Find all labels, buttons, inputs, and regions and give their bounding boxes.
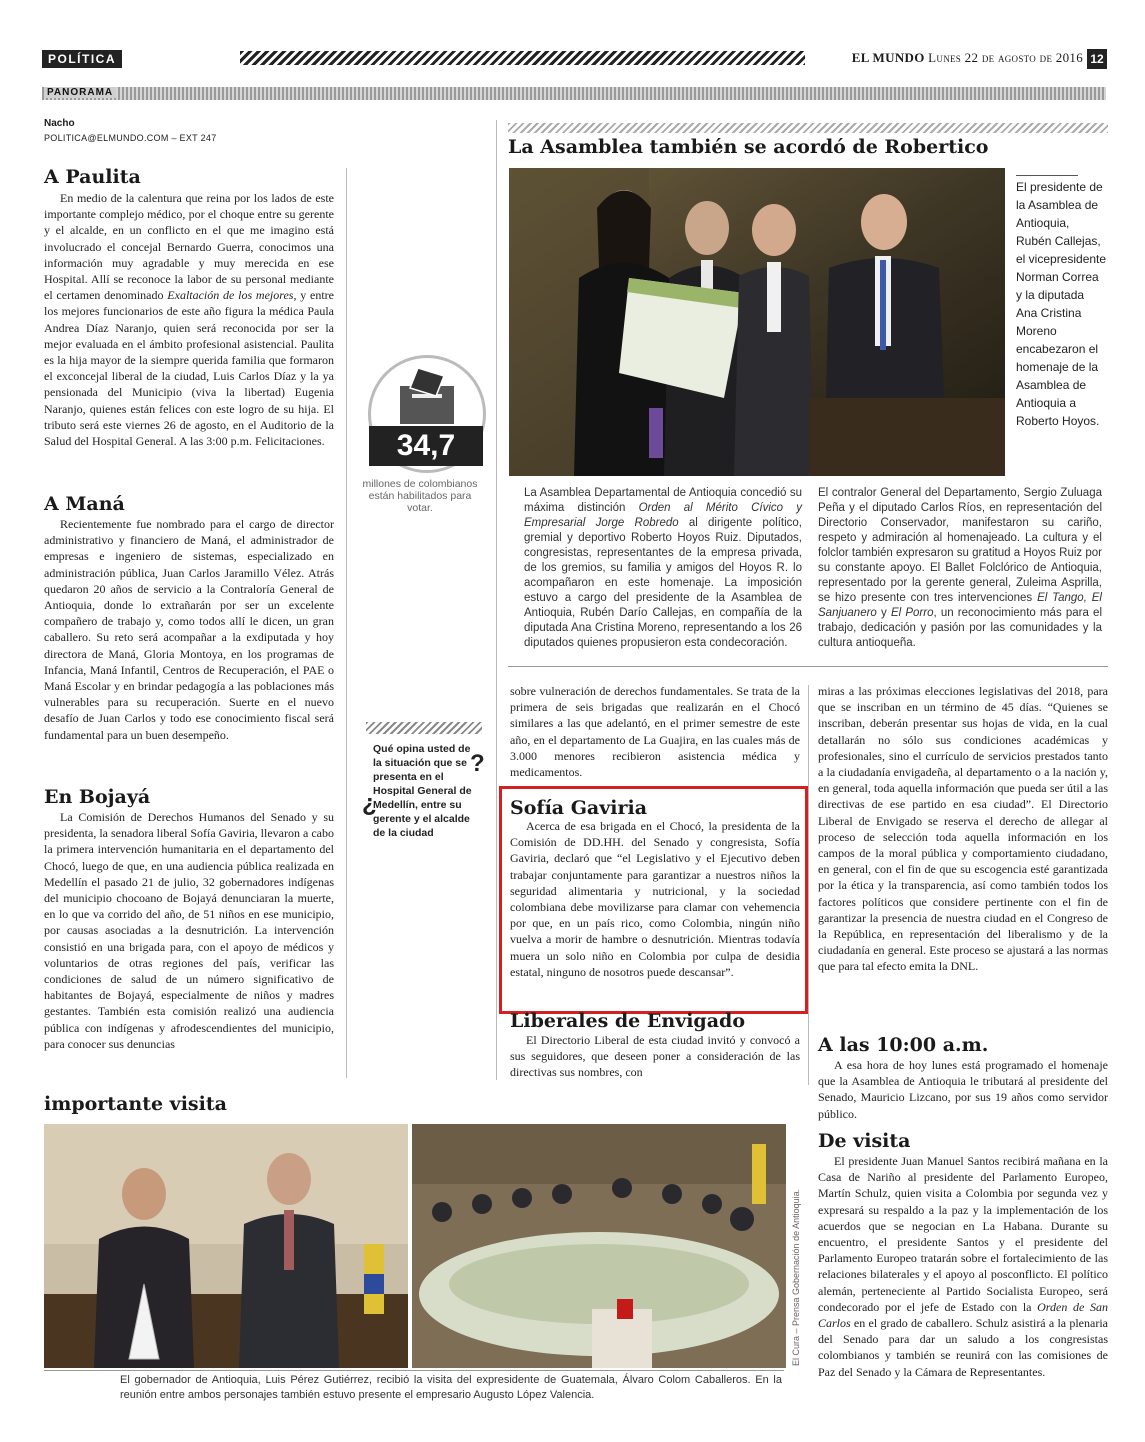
poll-hatch (366, 722, 482, 734)
section-tag: POLÍTICA (42, 50, 122, 68)
photo-credit: El Cura – Prensa Gobernación de Antioquia. (791, 1188, 801, 1366)
header-hatch (240, 51, 805, 65)
robertico-title: La Asamblea también se acordó de Robertico (508, 136, 989, 158)
poll-question: Qué opina usted de la situación que se presenta en el Hospital General de Medellín, entre su gerente y el alcalde de la ciudad (373, 743, 472, 839)
paulita-body (44, 190, 334, 449)
visita-title: De visita (818, 1130, 911, 1152)
robertico-side-caption: El presidente de la Asamblea de Antioquia, Rubén Callejas, el vicepresidente Norman Correa y la diputada Ana Cristina Moreno encabezaron el homenaje de la Asamblea de Antioquia a Roberto Hoyos. (1016, 180, 1107, 428)
importante-photo-left (44, 1124, 408, 1368)
visita-body-italic: Orden de San Carlos (818, 1299, 1108, 1331)
sofia-title: Sofía Gaviria (510, 797, 648, 819)
column-rule (496, 120, 497, 1080)
diez-body: A esa hora de hoy lunes está programado el homenaje que la Asamblea de Antioquia le tributará al presidente del Senado, Mauricio Lizcano, por sus 19 años como servidor público. (818, 1058, 1108, 1121)
masthead (852, 50, 1083, 66)
robertico-col2-italic2: El Porro (890, 607, 934, 619)
importante-caption-rule (44, 1370, 784, 1371)
caption-divider (508, 666, 1108, 667)
panorama-bar (42, 87, 1106, 100)
column-rule (346, 168, 347, 1078)
envigado-body: El Directorio Liberal de esta ciudad invitó y convocó a sus seguidores, que deseen poner a consideración de las directivas sus nombres, con (510, 1033, 800, 1080)
visita-body-b: en el grado de caballero. Schulz asistirá a la plenaria del Senado para dar un saludo a los congresistas colombianos y también se reunirá con las comisiones de Paz del Senado y la Cámara de Representantes. (818, 1316, 1108, 1379)
robertico-col1-italic: Orden al Mérito Cívico y Empresarial Jorge Robredo (524, 502, 802, 529)
robertico-col2-a: El contralor General del Departamento, Sergio Zuluaga Peña y el diputado Carlos Ríos, en representación del Directorio Conservador, manifestaron su cariño, respeto y admiración al homenajeado. La cultura y el folclor también expresaron su gratitud a Hoyos Ruiz por su constante apoyo. El Ballet Folclórico de Antioquia, representado por la gerente general, Zuleima Asprilla, se hizo presente con tres intervenciones (818, 487, 1102, 604)
stat-caption: millones de colombianos están habilitados para votar. (362, 478, 478, 514)
robertico-hatch (508, 123, 1108, 133)
mana-title: A Maná (44, 493, 125, 515)
side-caption-rule (1016, 175, 1078, 176)
robertico-caption-col1 (524, 486, 802, 651)
mana-body: Recientemente fue nombrado para el cargo de director administrativo y financiero de Maná, el administrador de empresas e ingeniero de sistemas, especializado en administración pública, Juan Carlos Jaramillo Vélez. Atrás quedaron 20 años de servicio a la Contraloría General de Antioquia, donde lo extrañarán por ser un excelente compañero de trabajo y, como todos allí le dicen, un gran caballero. Su reto será acompañar a la exdiputada y hoy directora de Maná, Gloria Montoya, en los programas de Infancia, Maná Infantil, Centros de Recuperación, el PAE o Maná Escolar y en brindar pedagogía a las poblaciones más vulnerables para su recuperación. Suerte en el nuevo desafío de Juan Carlos y todo ese conocimiento fiscal será fundamental para un buen desempeño. (44, 517, 334, 742)
robertico-col1-b: al dirigente político, gremial y deportivo Roberto Hoyos Ruiz. Diputados, congresistas, representantes de la empresa privada, de los gremios, su familia y amigos del Hoyos R. lo acompañaron en este homenaje. La imposición estuvo a cargo del presidente de la Asamblea de Antioquia, Rubén Darío Callejas, en compañía de la diputada Ana Cristina Moreno, representando a los 26 diputados quienes propusieron esta condecoración. (524, 517, 802, 649)
paulita-body-1: En medio de la calentura que reina por los lados de este importante complejo médico, por el choque entre su gerente y el alcalde, en un conflicto en el que me imagino está involucrado el concejal Bernardo Guerra, conocimos una información muy agradable y muy merecida en ese Hospital. Allí se reconoce la labor de su personal mediante el certamen denominado (44, 191, 334, 303)
robertico-col2-b: y (876, 607, 891, 619)
robertico-caption-col2 (818, 486, 1102, 651)
diez-title: A las 10:00 a.m. (818, 1034, 989, 1056)
paulita-body-italic: Exaltación de los mejores, (167, 288, 297, 303)
stat-value: 34,7 (369, 426, 483, 466)
visita-body-a: El presidente Juan Manuel Santos recibirá mañana en la Casa de Nariño al presidente del Parlamento Europeo, Martín Schulz, quien visita a Colombia por segunda vez y expresará su respaldo a la paz y la implementación de los acuerdos que se negocian en La Habana. Durante su encuentro, el presidente Santos y el presidente del Parlamento Europeo tratarán sobre el fortalecimiento de las relaciones bilaterales y el apoyo al posconflicto. El político alemán, perteneciente al Partido Socialista Europeo, será condecorado por el jefe de Estado con la (818, 1154, 1108, 1314)
importante-photo-right (412, 1124, 786, 1368)
bojaya-title: En Bojayá (44, 786, 151, 808)
page-number: 12 (1087, 49, 1107, 69)
robertico-col1-a: La Asamblea Departamental de Antioquia concedió su máxima distinción (524, 487, 802, 514)
column-rule (808, 685, 809, 1085)
importante-caption: El gobernador de Antioquia, Luis Pérez Gutiérrez, recibió la visita del expresidente de Guatemala, Álvaro Colom Caballeros. En la reunión entre ambos personajes también estuvo presente el empresario Augusto López Valencia. (120, 1374, 782, 1401)
robertico-col2-c: , un reconocimiento más para el trabajo, dedicación y pasión por las comunidades y la cultura antioqueña. (818, 607, 1103, 649)
bojaya-body: La Comisión de Derechos Humanos del Senado y su presidenta, la senadora liberal Sofía Gaviria, llevaron a cabo la primera intervención humanitaria en el departamento del Chocó, luego de que, en una audiencia pública realizada en Medellín el pasado 21 de julio, 32 gobernadores indígenas del municipio chocoano de Bojayá denunciaran la muerte, en lo que va corrido del año, de 51 niños en ese municipio, por causas asociadas a la desnutrición. La intervención consistió en una brigada para, con el apoyo de médicos y voluntarios de otras regiones del país, verificar las condiciones de salud de un número significativo de habitantes de Bojayá, especialmente de niños y madres gestantes. También esta comisión realizó una audiencia pública con indígenas y afrodescendientes del municipio, para conocer sus denuncias (44, 810, 334, 1051)
ballot-box-icon (378, 366, 476, 426)
byline-name: Nacho (44, 118, 75, 129)
question-mark-open-icon: ¿ (362, 790, 377, 817)
paulita-title: A Paulita (44, 166, 141, 188)
newspaper-name: EL MUNDO (851, 50, 925, 65)
sofia-body: Acerca de esa brigada en el Chocó, la presidenta de la Comisión de DD.HH. del Senado y congresista, Sofía Gaviria, declaró que “el Legislativo y el Ejecutivo deben trabajar conjuntamente para garantizar a nuestros niños la seguridad alimentaria y nutricional, y la sociedad colombiana debe movilizarse para clamar con vehemencia por que, en un país rico, como Colombia, ningún niño vuelva a morir de hambre o desnutrición. Mientras todavía muera un solo niño en Colombia por culpa de desidia estatal, ninguno de nosotros puede descansar”. (510, 819, 800, 979)
robertico-photo (509, 168, 1005, 476)
paulita-body-2: y entre los mejores funcionarios de este año figura la médica Paula Andrea Díaz Naranjo, quien será reconocida por ser la mejor evaluada en el ámbito profesional asistencial. Paulita es la hija mayor de la siempre querida familia que formaron el exconcejal liberal de la ciudad, Luis Carlos Díaz y la ya pensionada del Municipio (viva la libertad) Eugenia Naranjo, quienes están felices con este logro de su hija. El tributo será este viernes 26 de agosto, en el Auditorio de la Salud del Hospital General. A las 3:00 p.m. Felicitaciones. (44, 288, 334, 449)
issue-date: Lunes 22 de agosto de 2016 (928, 50, 1083, 65)
visita-body (818, 1153, 1108, 1380)
panorama-label: PANORAMA (44, 87, 116, 98)
question-mark-close-icon: ? (470, 750, 485, 777)
robertico-col2-italic: El Tango, El Sanjuanero (818, 592, 1102, 619)
importante-title: importante visita (44, 1093, 227, 1115)
envigado-continued: miras a las próximas elecciones legislativas del 2018, para que se inscriban en un término de 45 días. “Quienes se inscriban, deberán presentar sus hojas de vida, en la cual detallarán no sólo sus condiciones académicas y profesionales, sino el currículo de servicios prestados tanto a la ciudadanía envigadeña, al departamento o a la nación y, en general, toda aquella información que pueda ser útil a las directivas de ese partido en esa ciudad”. El Directorio Liberal de Envigado se reserva el derecho de allegar al proceso de selección toda aquella información en los campos de la moral pública y comportamiento ciudadano, en general, con el fin de que su escogencia esté garantizada por la ética y la transparencia, así como también todos los factores políticos que considere pertinente con el fin de garantizar la presencia de nuestra ciudad en el Congreso de la República, en representación del liberalismo y de la ciudadanía en general. Este proceso se ajustará a las normas que para tal efecto emita la DNL. (818, 684, 1108, 974)
envigado-title: Liberales de Envigado (510, 1010, 745, 1032)
bojaya-continued: sobre vulneración de derechos fundamentales. Se trata de la primera de seis brigadas que realizarán en el Chocó similares a las que adelantó, en el primer semestre de este año, en el departamento de La Guajira, en las cuales más de 3.000 menores recibieron asistencia médica y medicamentos. (510, 684, 800, 780)
byline-contact: POLITICA@ELMUNDO.COM – EXT 247 (44, 133, 217, 143)
